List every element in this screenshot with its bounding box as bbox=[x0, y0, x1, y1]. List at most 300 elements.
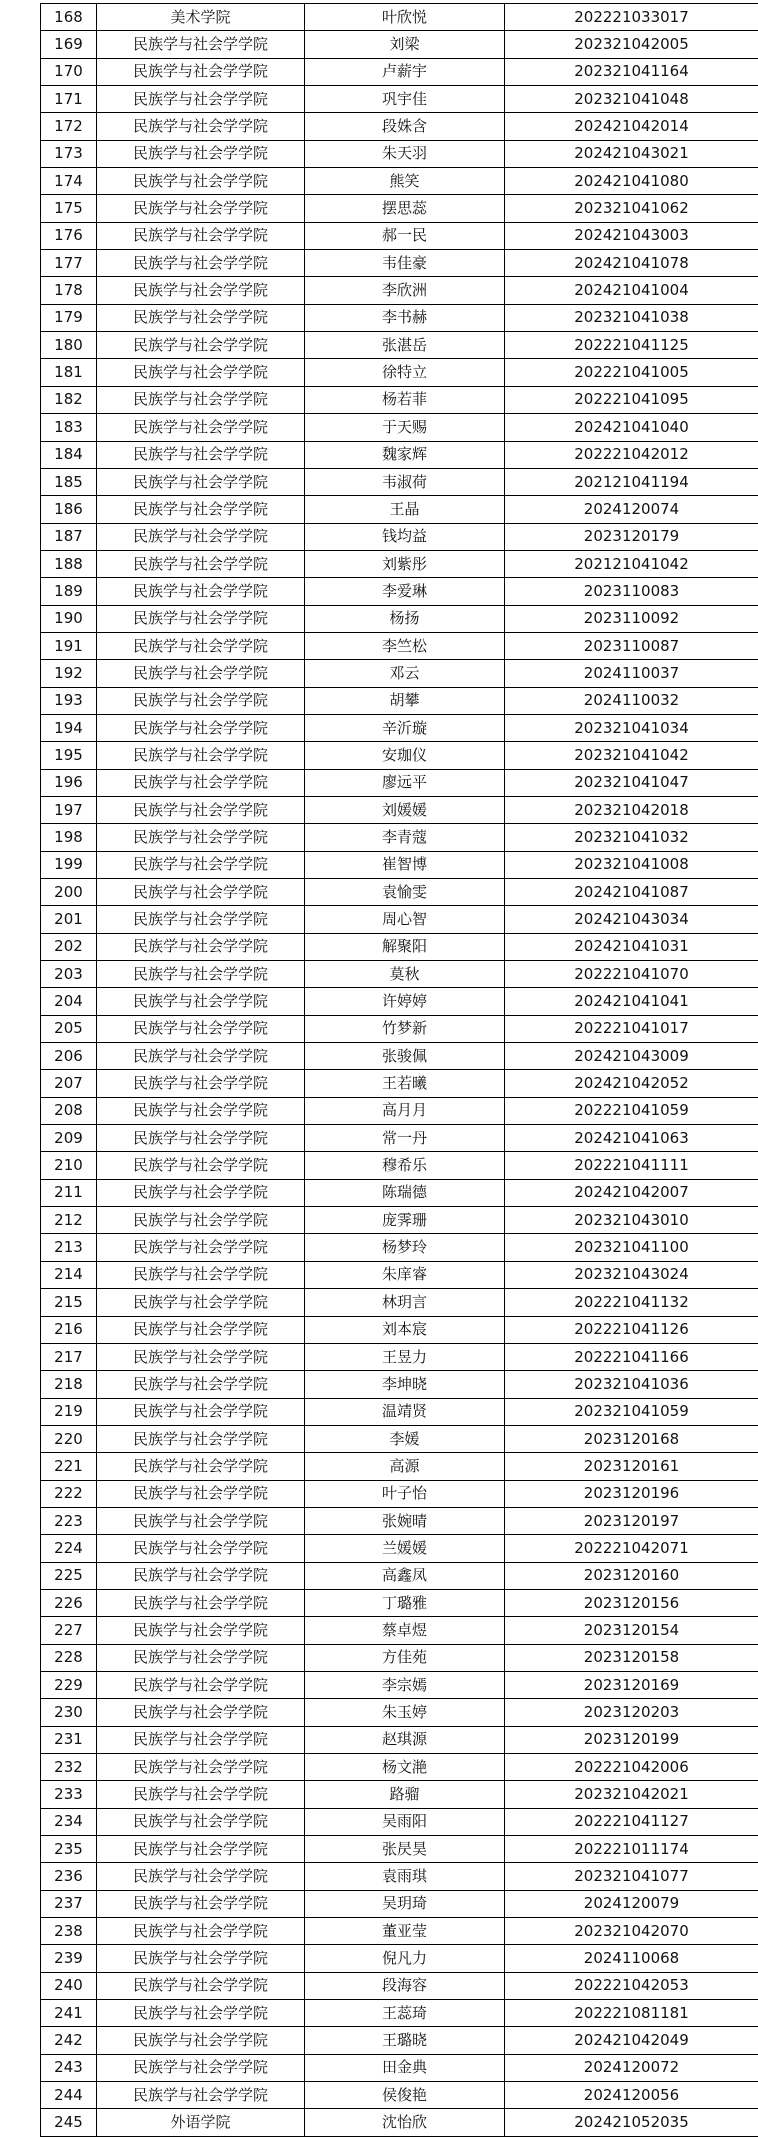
student-id-cell: 202321041048 bbox=[505, 86, 758, 113]
student-id-cell: 202221033017 bbox=[505, 4, 758, 31]
table-row bbox=[41, 769, 758, 796]
college-cell: 民族学与社会学学院 bbox=[97, 1480, 305, 1507]
row-number-cell: 192 bbox=[41, 660, 97, 687]
row-number-cell: 188 bbox=[41, 550, 97, 577]
table-row bbox=[41, 632, 758, 659]
row-number-cell: 182 bbox=[41, 386, 97, 413]
college-cell: 民族学与社会学学院 bbox=[97, 933, 305, 960]
row-number-cell: 214 bbox=[41, 1261, 97, 1288]
college-cell: 民族学与社会学学院 bbox=[97, 31, 305, 58]
student-name-cell: 蔡卓煜 bbox=[305, 1617, 505, 1644]
row-number-cell: 228 bbox=[41, 1644, 97, 1671]
college-cell: 美术学院 bbox=[97, 4, 305, 31]
student-id-cell: 202321041008 bbox=[505, 851, 758, 878]
student-name-cell: 辛沂璇 bbox=[305, 714, 505, 741]
table-row bbox=[41, 523, 758, 550]
row-number-cell: 232 bbox=[41, 1754, 97, 1781]
student-id-cell: 202221041059 bbox=[505, 1097, 758, 1124]
table-row bbox=[41, 824, 758, 851]
table-row bbox=[41, 1617, 758, 1644]
college-cell: 民族学与社会学学院 bbox=[97, 1043, 305, 1070]
college-cell: 外语学院 bbox=[97, 2109, 305, 2136]
table-row bbox=[41, 550, 758, 577]
table-row bbox=[41, 1507, 758, 1534]
row-number-cell: 180 bbox=[41, 332, 97, 359]
college-cell: 民族学与社会学学院 bbox=[97, 86, 305, 113]
student-id-cell: 202221011174 bbox=[505, 1836, 758, 1863]
table-row bbox=[41, 742, 758, 769]
table-row bbox=[41, 2109, 758, 2136]
student-id-cell: 202421041080 bbox=[505, 168, 758, 195]
college-cell: 民族学与社会学学院 bbox=[97, 1152, 305, 1179]
college-cell: 民族学与社会学学院 bbox=[97, 1535, 305, 1562]
student-id-cell: 202421043003 bbox=[505, 222, 758, 249]
row-number-cell: 216 bbox=[41, 1316, 97, 1343]
student-id-cell: 2023120168 bbox=[505, 1425, 758, 1452]
college-cell: 民族学与社会学学院 bbox=[97, 304, 305, 331]
student-name-cell: 钱均益 bbox=[305, 523, 505, 550]
table-row bbox=[41, 961, 758, 988]
table-row bbox=[41, 1836, 758, 1863]
student-id-cell: 202321041062 bbox=[505, 195, 758, 222]
student-name-cell: 卢薪宇 bbox=[305, 58, 505, 85]
student-name-cell: 韦淑荷 bbox=[305, 468, 505, 495]
college-cell: 民族学与社会学学院 bbox=[97, 660, 305, 687]
row-number-cell: 199 bbox=[41, 851, 97, 878]
college-cell: 民族学与社会学学院 bbox=[97, 796, 305, 823]
row-number-cell: 194 bbox=[41, 714, 97, 741]
student-name-cell: 巩宇佳 bbox=[305, 86, 505, 113]
table-row bbox=[41, 988, 758, 1015]
row-number-cell: 243 bbox=[41, 2054, 97, 2081]
row-number-cell: 208 bbox=[41, 1097, 97, 1124]
table-row bbox=[41, 1152, 758, 1179]
college-cell: 民族学与社会学学院 bbox=[97, 961, 305, 988]
student-name-cell: 田金典 bbox=[305, 2054, 505, 2081]
student-id-cell: 202421041041 bbox=[505, 988, 758, 1015]
college-cell: 民族学与社会学学院 bbox=[97, 1070, 305, 1097]
row-number-cell: 215 bbox=[41, 1289, 97, 1316]
college-cell: 民族学与社会学学院 bbox=[97, 1507, 305, 1534]
college-cell: 民族学与社会学学院 bbox=[97, 1125, 305, 1152]
student-name-cell: 魏家辉 bbox=[305, 441, 505, 468]
row-number-cell: 213 bbox=[41, 1234, 97, 1261]
student-name-cell: 杨文滟 bbox=[305, 1754, 505, 1781]
table-row bbox=[41, 1425, 758, 1452]
student-id-cell: 202121041194 bbox=[505, 468, 758, 495]
student-id-cell: 202421052035 bbox=[505, 2109, 758, 2136]
table-row bbox=[41, 1316, 758, 1343]
college-cell: 民族学与社会学学院 bbox=[97, 1589, 305, 1616]
student-id-cell: 202421041004 bbox=[505, 277, 758, 304]
student-id-cell: 202321043010 bbox=[505, 1207, 758, 1234]
student-name-cell: 王蕊琦 bbox=[305, 2000, 505, 2027]
table-row bbox=[41, 605, 758, 632]
student-id-cell: 202421041087 bbox=[505, 879, 758, 906]
student-name-cell: 胡攀 bbox=[305, 687, 505, 714]
row-number-cell: 191 bbox=[41, 632, 97, 659]
row-number-cell: 172 bbox=[41, 113, 97, 140]
student-name-cell: 穆希乐 bbox=[305, 1152, 505, 1179]
table-row bbox=[41, 468, 758, 495]
student-id-cell: 202221041127 bbox=[505, 1808, 758, 1835]
row-number-cell: 173 bbox=[41, 140, 97, 167]
student-name-cell: 刘梁 bbox=[305, 31, 505, 58]
college-cell: 民族学与社会学学院 bbox=[97, 879, 305, 906]
college-cell: 民族学与社会学学院 bbox=[97, 605, 305, 632]
student-name-cell: 高鑫凤 bbox=[305, 1562, 505, 1589]
student-name-cell: 刘本宸 bbox=[305, 1316, 505, 1343]
college-cell: 民族学与社会学学院 bbox=[97, 1972, 305, 1999]
table-row bbox=[41, 1207, 758, 1234]
student-id-cell: 202121041042 bbox=[505, 550, 758, 577]
row-number-cell: 239 bbox=[41, 1945, 97, 1972]
student-name-cell: 安珈仪 bbox=[305, 742, 505, 769]
table-row bbox=[41, 687, 758, 714]
table-row bbox=[41, 113, 758, 140]
table-row bbox=[41, 1289, 758, 1316]
table-row bbox=[41, 906, 758, 933]
table-row bbox=[41, 933, 758, 960]
row-number-cell: 181 bbox=[41, 359, 97, 386]
student-id-cell: 202321041034 bbox=[505, 714, 758, 741]
student-id-cell: 202321041042 bbox=[505, 742, 758, 769]
student-name-cell: 杨扬 bbox=[305, 605, 505, 632]
row-number-cell: 219 bbox=[41, 1398, 97, 1425]
row-number-cell: 198 bbox=[41, 824, 97, 851]
student-name-cell: 许婷婷 bbox=[305, 988, 505, 1015]
student-id-cell: 2023120156 bbox=[505, 1589, 758, 1616]
student-name-cell: 朱天羽 bbox=[305, 140, 505, 167]
row-number-cell: 204 bbox=[41, 988, 97, 1015]
table-row bbox=[41, 1589, 758, 1616]
student-id-cell: 202421043034 bbox=[505, 906, 758, 933]
college-cell: 民族学与社会学学院 bbox=[97, 414, 305, 441]
student-name-cell: 刘媛媛 bbox=[305, 796, 505, 823]
table-row bbox=[41, 1754, 758, 1781]
row-number-cell: 179 bbox=[41, 304, 97, 331]
row-number-cell: 195 bbox=[41, 742, 97, 769]
college-cell: 民族学与社会学学院 bbox=[97, 1918, 305, 1945]
college-cell: 民族学与社会学学院 bbox=[97, 195, 305, 222]
college-cell: 民族学与社会学学院 bbox=[97, 1289, 305, 1316]
table-row bbox=[41, 2000, 758, 2027]
college-cell: 民族学与社会学学院 bbox=[97, 687, 305, 714]
student-name-cell: 段姝含 bbox=[305, 113, 505, 140]
row-number-cell: 237 bbox=[41, 1890, 97, 1917]
student-name-cell: 莫秋 bbox=[305, 961, 505, 988]
student-name-cell: 王昱力 bbox=[305, 1343, 505, 1370]
table-row bbox=[41, 277, 758, 304]
student-name-cell: 高月月 bbox=[305, 1097, 505, 1124]
table-row bbox=[41, 250, 758, 277]
student-id-cell: 2024120072 bbox=[505, 2054, 758, 2081]
student-name-cell: 丁璐雅 bbox=[305, 1589, 505, 1616]
college-cell: 民族学与社会学学院 bbox=[97, 1207, 305, 1234]
student-id-cell: 202221081181 bbox=[505, 2000, 758, 2027]
student-name-cell: 吴玥琦 bbox=[305, 1890, 505, 1917]
student-id-cell: 2024120056 bbox=[505, 2082, 758, 2109]
row-number-cell: 184 bbox=[41, 441, 97, 468]
student-name-cell: 崔智博 bbox=[305, 851, 505, 878]
row-number-cell: 224 bbox=[41, 1535, 97, 1562]
student-id-cell: 2024120074 bbox=[505, 496, 758, 523]
row-number-cell: 209 bbox=[41, 1125, 97, 1152]
table-row bbox=[41, 1726, 758, 1753]
student-name-cell: 徐特立 bbox=[305, 359, 505, 386]
row-number-cell: 206 bbox=[41, 1043, 97, 1070]
student-id-cell: 202221041166 bbox=[505, 1343, 758, 1370]
table-row bbox=[41, 1781, 758, 1808]
row-number-cell: 203 bbox=[41, 961, 97, 988]
college-cell: 民族学与社会学学院 bbox=[97, 742, 305, 769]
student-name-cell: 张湛岳 bbox=[305, 332, 505, 359]
student-id-cell: 202321041038 bbox=[505, 304, 758, 331]
row-number-cell: 236 bbox=[41, 1863, 97, 1890]
student-list-table bbox=[40, 3, 758, 2137]
student-id-cell: 202321041036 bbox=[505, 1371, 758, 1398]
table-row bbox=[41, 1480, 758, 1507]
college-cell: 民族学与社会学学院 bbox=[97, 332, 305, 359]
table-row bbox=[41, 1890, 758, 1917]
table-row bbox=[41, 386, 758, 413]
row-number-cell: 202 bbox=[41, 933, 97, 960]
table-row bbox=[41, 1261, 758, 1288]
row-number-cell: 226 bbox=[41, 1589, 97, 1616]
student-name-cell: 林玥言 bbox=[305, 1289, 505, 1316]
college-cell: 民族学与社会学学院 bbox=[97, 222, 305, 249]
student-id-cell: 2024110037 bbox=[505, 660, 758, 687]
student-name-cell: 熊笑 bbox=[305, 168, 505, 195]
table-row bbox=[41, 1179, 758, 1206]
student-id-cell: 2023120196 bbox=[505, 1480, 758, 1507]
table-row bbox=[41, 1125, 758, 1152]
student-id-cell: 202221041126 bbox=[505, 1316, 758, 1343]
row-number-cell: 240 bbox=[41, 1972, 97, 1999]
student-id-cell: 202221041095 bbox=[505, 386, 758, 413]
college-cell: 民族学与社会学学院 bbox=[97, 1644, 305, 1671]
table-row bbox=[41, 1644, 758, 1671]
student-name-cell: 沈怡欣 bbox=[305, 2109, 505, 2136]
row-number-cell: 189 bbox=[41, 578, 97, 605]
student-name-cell: 王璐晓 bbox=[305, 2027, 505, 2054]
table-row bbox=[41, 195, 758, 222]
row-number-cell: 176 bbox=[41, 222, 97, 249]
college-cell: 民族学与社会学学院 bbox=[97, 2000, 305, 2027]
student-id-cell: 202221042006 bbox=[505, 1754, 758, 1781]
college-cell: 民族学与社会学学院 bbox=[97, 769, 305, 796]
student-name-cell: 倪凡力 bbox=[305, 1945, 505, 1972]
student-name-cell: 解聚阳 bbox=[305, 933, 505, 960]
college-cell: 民族学与社会学学院 bbox=[97, 1781, 305, 1808]
student-name-cell: 温靖贤 bbox=[305, 1398, 505, 1425]
student-name-cell: 竹梦新 bbox=[305, 1015, 505, 1042]
student-id-cell: 202321041032 bbox=[505, 824, 758, 851]
student-name-cell: 廖远平 bbox=[305, 769, 505, 796]
student-id-cell: 2023120158 bbox=[505, 1644, 758, 1671]
table-row bbox=[41, 58, 758, 85]
student-name-cell: 李书赫 bbox=[305, 304, 505, 331]
student-name-cell: 杨梦玲 bbox=[305, 1234, 505, 1261]
student-id-cell: 202421041040 bbox=[505, 414, 758, 441]
row-number-cell: 211 bbox=[41, 1179, 97, 1206]
table-row bbox=[41, 304, 758, 331]
student-name-cell: 于天赐 bbox=[305, 414, 505, 441]
row-number-cell: 217 bbox=[41, 1343, 97, 1370]
college-cell: 民族学与社会学学院 bbox=[97, 2082, 305, 2109]
college-cell: 民族学与社会学学院 bbox=[97, 1234, 305, 1261]
college-cell: 民族学与社会学学院 bbox=[97, 1890, 305, 1917]
college-cell: 民族学与社会学学院 bbox=[97, 1015, 305, 1042]
row-number-cell: 231 bbox=[41, 1726, 97, 1753]
row-number-cell: 190 bbox=[41, 605, 97, 632]
college-cell: 民族学与社会学学院 bbox=[97, 2027, 305, 2054]
row-number-cell: 220 bbox=[41, 1425, 97, 1452]
table-row bbox=[41, 851, 758, 878]
college-cell: 民族学与社会学学院 bbox=[97, 714, 305, 741]
student-name-cell: 高源 bbox=[305, 1453, 505, 1480]
student-id-cell: 202421042014 bbox=[505, 113, 758, 140]
row-number-cell: 234 bbox=[41, 1808, 97, 1835]
row-number-cell: 170 bbox=[41, 58, 97, 85]
table-row bbox=[41, 1015, 758, 1042]
table-row bbox=[41, 1808, 758, 1835]
student-name-cell: 侯俊艳 bbox=[305, 2082, 505, 2109]
college-cell: 民族学与社会学学院 bbox=[97, 168, 305, 195]
college-cell: 民族学与社会学学院 bbox=[97, 58, 305, 85]
table-row bbox=[41, 1671, 758, 1698]
row-number-cell: 222 bbox=[41, 1480, 97, 1507]
table-row bbox=[41, 796, 758, 823]
row-number-cell: 174 bbox=[41, 168, 97, 195]
student-id-cell: 2023120203 bbox=[505, 1699, 758, 1726]
table-row bbox=[41, 1043, 758, 1070]
college-cell: 民族学与社会学学院 bbox=[97, 1261, 305, 1288]
student-id-cell: 202221042012 bbox=[505, 441, 758, 468]
table-row bbox=[41, 168, 758, 195]
student-name-cell: 袁雨琪 bbox=[305, 1863, 505, 1890]
student-name-cell: 朱庠睿 bbox=[305, 1261, 505, 1288]
table-row bbox=[41, 1562, 758, 1589]
college-cell: 民族学与社会学学院 bbox=[97, 1097, 305, 1124]
student-name-cell: 常一丹 bbox=[305, 1125, 505, 1152]
student-id-cell: 202421042052 bbox=[505, 1070, 758, 1097]
table-row bbox=[41, 1453, 758, 1480]
row-number-cell: 245 bbox=[41, 2109, 97, 2136]
college-cell: 民族学与社会学学院 bbox=[97, 1343, 305, 1370]
row-number-cell: 193 bbox=[41, 687, 97, 714]
table-row bbox=[41, 496, 758, 523]
student-id-cell: 202221041017 bbox=[505, 1015, 758, 1042]
student-name-cell: 李媛 bbox=[305, 1425, 505, 1452]
student-id-cell: 202421041078 bbox=[505, 250, 758, 277]
row-number-cell: 225 bbox=[41, 1562, 97, 1589]
student-name-cell: 董亚莹 bbox=[305, 1918, 505, 1945]
college-cell: 民族学与社会学学院 bbox=[97, 906, 305, 933]
row-number-cell: 238 bbox=[41, 1918, 97, 1945]
row-number-cell: 229 bbox=[41, 1671, 97, 1698]
table-row bbox=[41, 578, 758, 605]
student-id-cell: 202321042021 bbox=[505, 1781, 758, 1808]
table-row bbox=[41, 879, 758, 906]
student-name-cell: 赵琪源 bbox=[305, 1726, 505, 1753]
college-cell: 民族学与社会学学院 bbox=[97, 1316, 305, 1343]
row-number-cell: 212 bbox=[41, 1207, 97, 1234]
table-row bbox=[41, 1945, 758, 1972]
row-number-cell: 169 bbox=[41, 31, 97, 58]
student-name-cell: 李竺松 bbox=[305, 632, 505, 659]
student-id-cell: 2023120179 bbox=[505, 523, 758, 550]
student-name-cell: 刘紫彤 bbox=[305, 550, 505, 577]
row-number-cell: 223 bbox=[41, 1507, 97, 1534]
student-id-cell: 2023120160 bbox=[505, 1562, 758, 1589]
student-name-cell: 张昃昊 bbox=[305, 1836, 505, 1863]
student-id-cell: 202221042053 bbox=[505, 1972, 758, 1999]
student-id-cell: 202221042071 bbox=[505, 1535, 758, 1562]
table-row bbox=[41, 441, 758, 468]
row-number-cell: 201 bbox=[41, 906, 97, 933]
row-number-cell: 230 bbox=[41, 1699, 97, 1726]
college-cell: 民族学与社会学学院 bbox=[97, 250, 305, 277]
table-row bbox=[41, 4, 758, 31]
college-cell: 民族学与社会学学院 bbox=[97, 1863, 305, 1890]
college-cell: 民族学与社会学学院 bbox=[97, 1836, 305, 1863]
student-name-cell: 兰媛媛 bbox=[305, 1535, 505, 1562]
table-row bbox=[41, 1343, 758, 1370]
table-row bbox=[41, 222, 758, 249]
table-row bbox=[41, 332, 758, 359]
table-row bbox=[41, 1863, 758, 1890]
student-id-cell: 202221041070 bbox=[505, 961, 758, 988]
student-id-cell: 202321041047 bbox=[505, 769, 758, 796]
table-row bbox=[41, 140, 758, 167]
student-name-cell: 陈瑞德 bbox=[305, 1179, 505, 1206]
college-cell: 民族学与社会学学院 bbox=[97, 1398, 305, 1425]
student-name-cell: 杨若菲 bbox=[305, 386, 505, 413]
student-name-cell: 李欣洲 bbox=[305, 277, 505, 304]
row-number-cell: 241 bbox=[41, 2000, 97, 2027]
table-row bbox=[41, 2027, 758, 2054]
table-row bbox=[41, 714, 758, 741]
student-id-cell: 202421042007 bbox=[505, 1179, 758, 1206]
row-number-cell: 178 bbox=[41, 277, 97, 304]
table-row bbox=[41, 1070, 758, 1097]
student-name-cell: 段海容 bbox=[305, 1972, 505, 1999]
student-id-cell: 202421041063 bbox=[505, 1125, 758, 1152]
table-row bbox=[41, 31, 758, 58]
table-row bbox=[41, 660, 758, 687]
student-id-cell: 202321041100 bbox=[505, 1234, 758, 1261]
college-cell: 民族学与社会学学院 bbox=[97, 632, 305, 659]
college-cell: 民族学与社会学学院 bbox=[97, 1671, 305, 1698]
student-name-cell: 吴雨阳 bbox=[305, 1808, 505, 1835]
row-number-cell: 196 bbox=[41, 769, 97, 796]
college-cell: 民族学与社会学学院 bbox=[97, 468, 305, 495]
college-cell: 民族学与社会学学院 bbox=[97, 1699, 305, 1726]
student-name-cell: 李宗嫣 bbox=[305, 1671, 505, 1698]
college-cell: 民族学与社会学学院 bbox=[97, 578, 305, 605]
student-id-cell: 202321042018 bbox=[505, 796, 758, 823]
student-id-cell: 202421041031 bbox=[505, 933, 758, 960]
student-id-cell: 2024120079 bbox=[505, 1890, 758, 1917]
row-number-cell: 187 bbox=[41, 523, 97, 550]
row-number-cell: 221 bbox=[41, 1453, 97, 1480]
student-id-cell: 2023120169 bbox=[505, 1671, 758, 1698]
student-name-cell: 庞霁珊 bbox=[305, 1207, 505, 1234]
student-id-cell: 202321042005 bbox=[505, 31, 758, 58]
row-number-cell: 197 bbox=[41, 796, 97, 823]
college-cell: 民族学与社会学学院 bbox=[97, 1371, 305, 1398]
